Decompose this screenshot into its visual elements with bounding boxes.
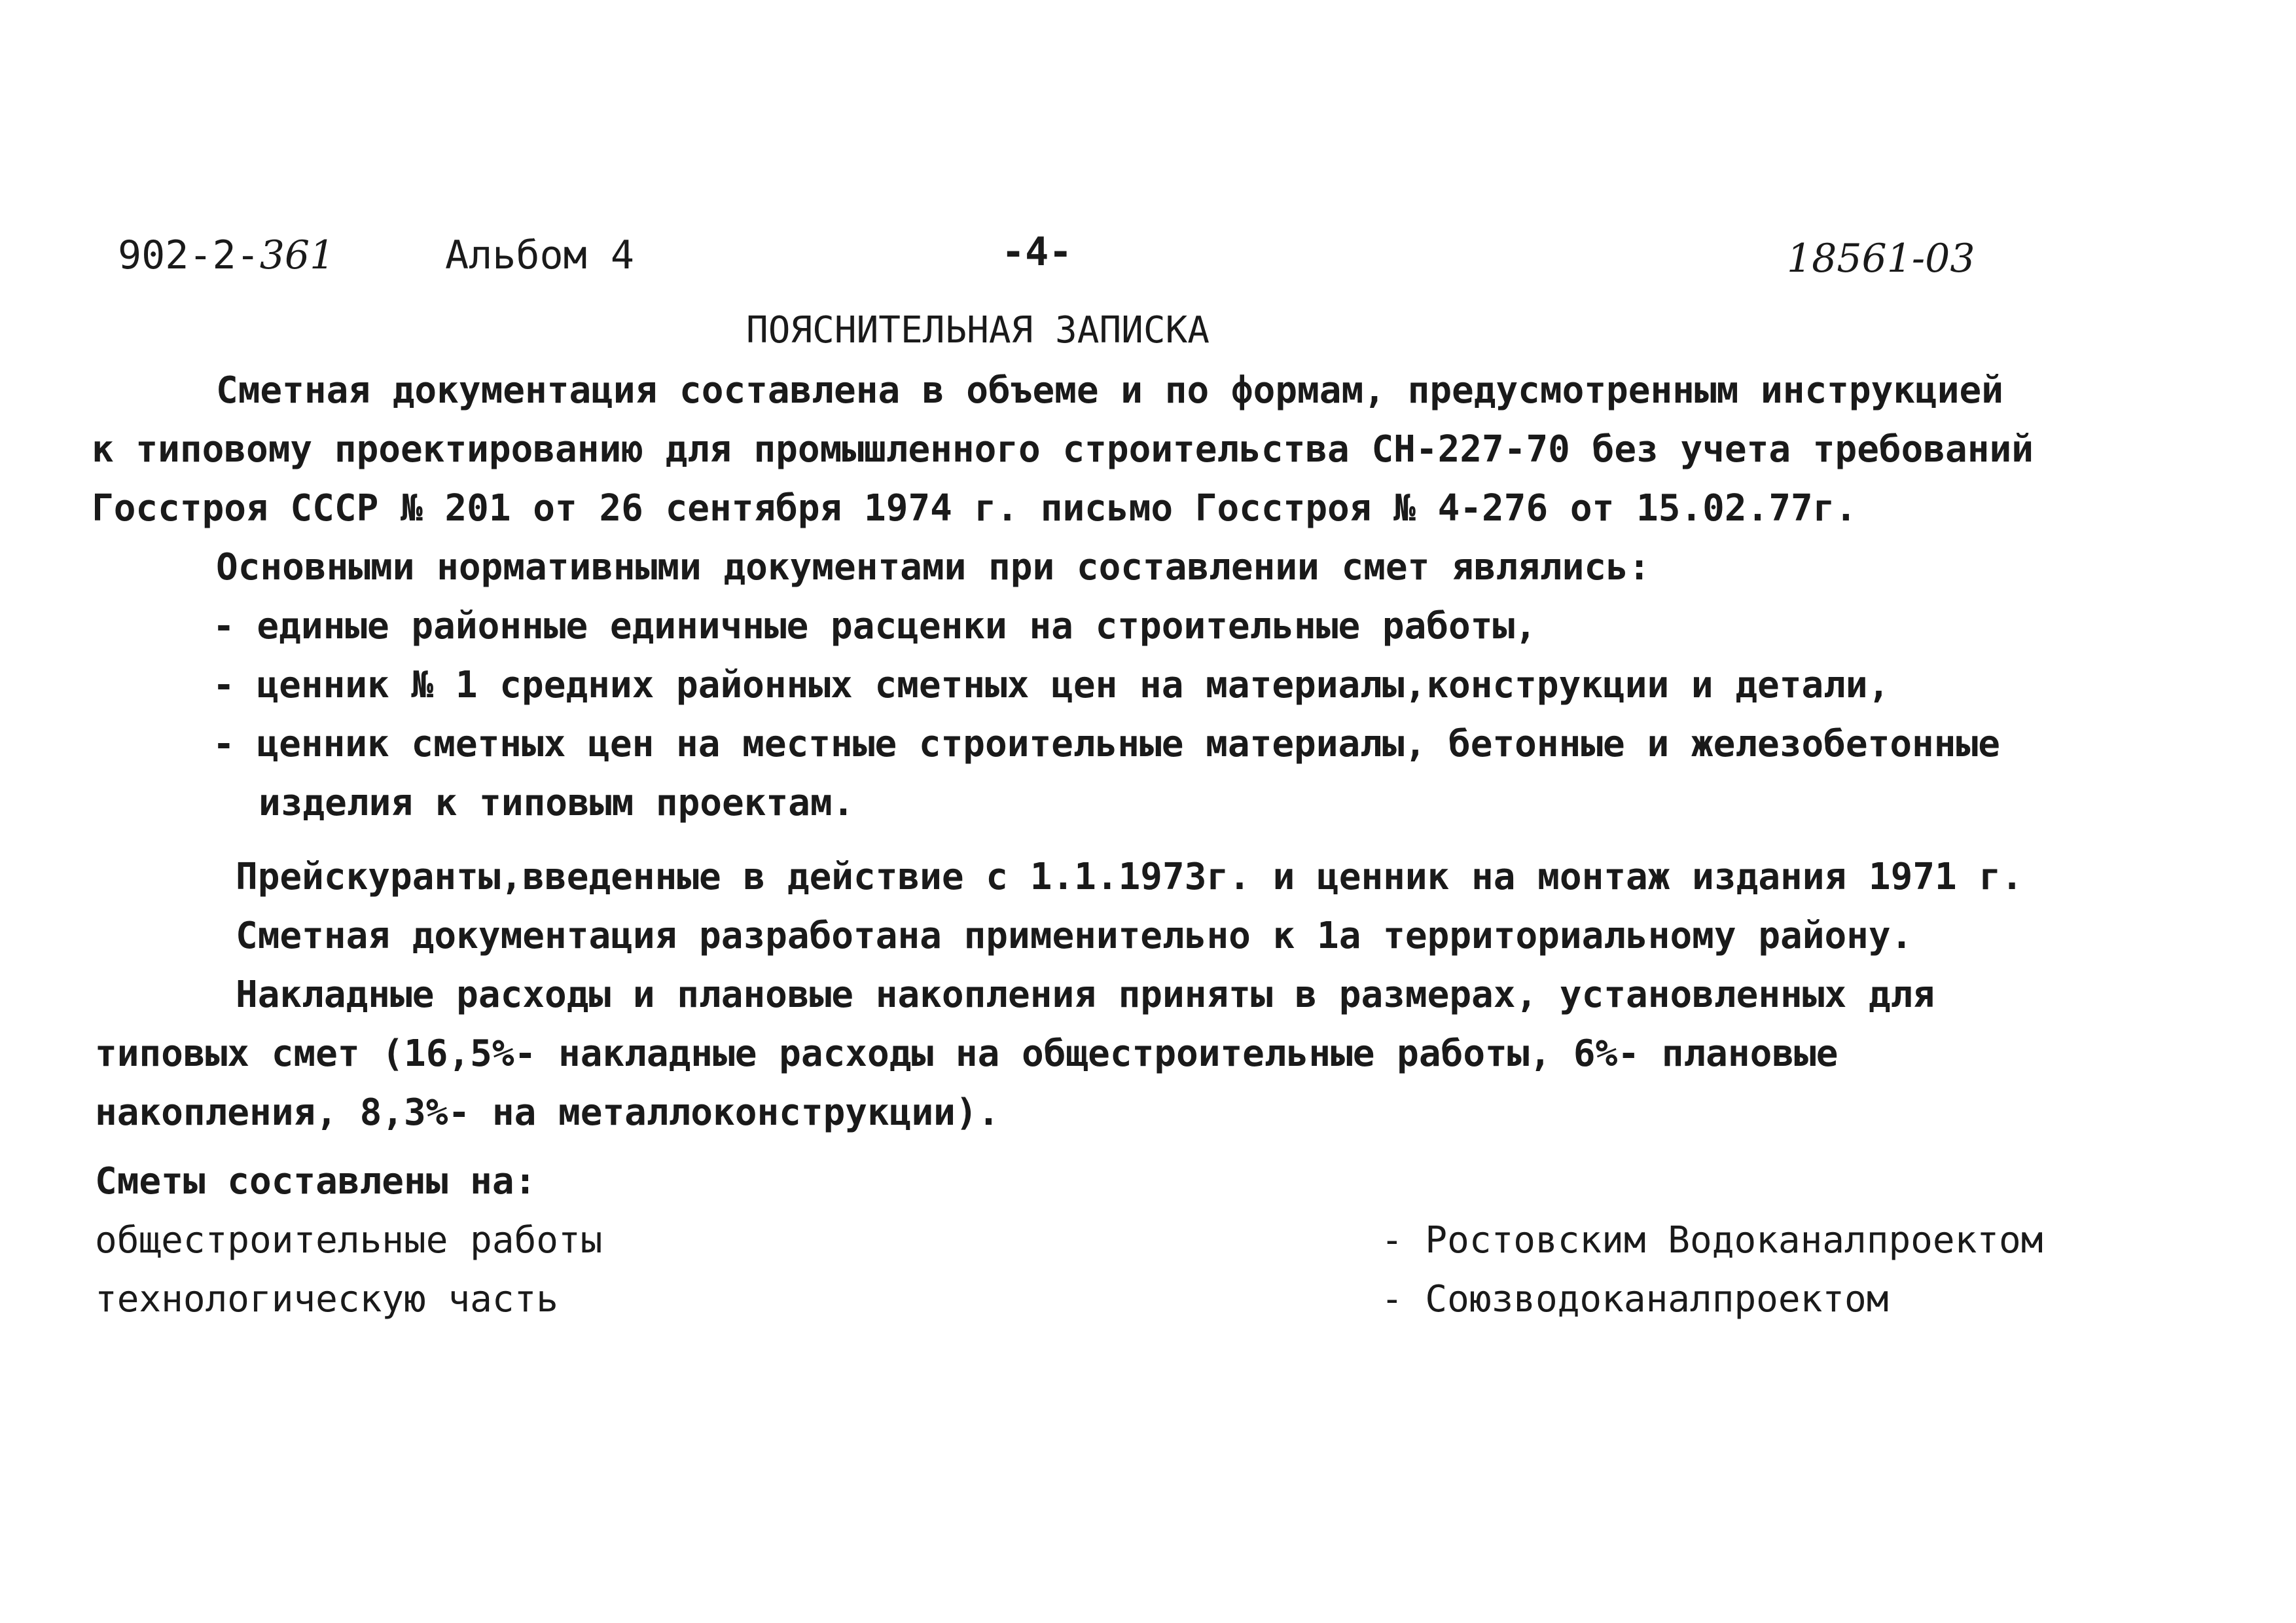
estimates-work-2: технологическую часть [95,1278,559,1321]
page-title: ПОЯСНИТЕЛЬНАЯ ЗАПИСКА [746,309,1210,352]
basis-item-2: - ценник № 1 средних районных сметных цен на материалы,конструкции и детали, [213,664,1890,706]
album-label: Альбом 4 [445,232,634,278]
overhead-line-3: накопления, 8,3%- на металлоконструкции). [95,1091,1000,1134]
document-number [118,232,334,278]
prices-paragraph: Прейскуранты,введенные в действие с 1.1.1973г. и ценник на монтаж издания 1971 г. [236,856,2023,898]
basis-item-1: - единые районные единичные расценки на строительные работы, [213,605,1537,647]
estimates-author-1: - Ростовским Водоканалпроектом [1381,1219,2043,1262]
overhead-line-1: Накладные расходы и плановые накопления приняты в размерах, установленных для [236,974,1935,1016]
estimates-work-1: общестроительные работы [95,1219,603,1262]
estimates-lead: Сметы составлены на: [95,1160,537,1203]
basis-item-3: - ценник сметных цен на местные строительные материалы, бетонные и железобетонные [213,723,2000,765]
document-number-handwritten: 361 [259,232,335,278]
inventory-number: 18561-03 [1787,236,1975,282]
basis-lead: Основными нормативными документами при составлении смет являлись: [216,546,1651,589]
intro-line-2: к типовому проектированию для промышленного строительства СН-227-70 без учета требований [92,428,2034,471]
intro-line-3: Госстроя СССР № 201 от 26 сентября 1974 г. письмо Госстроя № 4-276 от 15.02.77г. [92,487,1857,530]
document-number-printed: 902-2- [118,232,260,278]
region-paragraph: Сметная документация разработана применительно к 1а территориальному району. [236,915,1913,957]
page-number: -4- [1001,229,1073,275]
estimates-author-2: - Союзводоканалпроектом [1381,1278,1889,1321]
overhead-line-2: типовых смет (16,5%- накладные расходы на общестроительные работы, 6%- плановые [95,1032,1839,1075]
intro-line-1: Сметная документация составлена в объеме и по формам, предусмотренным инструкцией [216,369,2003,412]
basis-item-3-cont: изделия к типовым проектам. [259,782,855,824]
